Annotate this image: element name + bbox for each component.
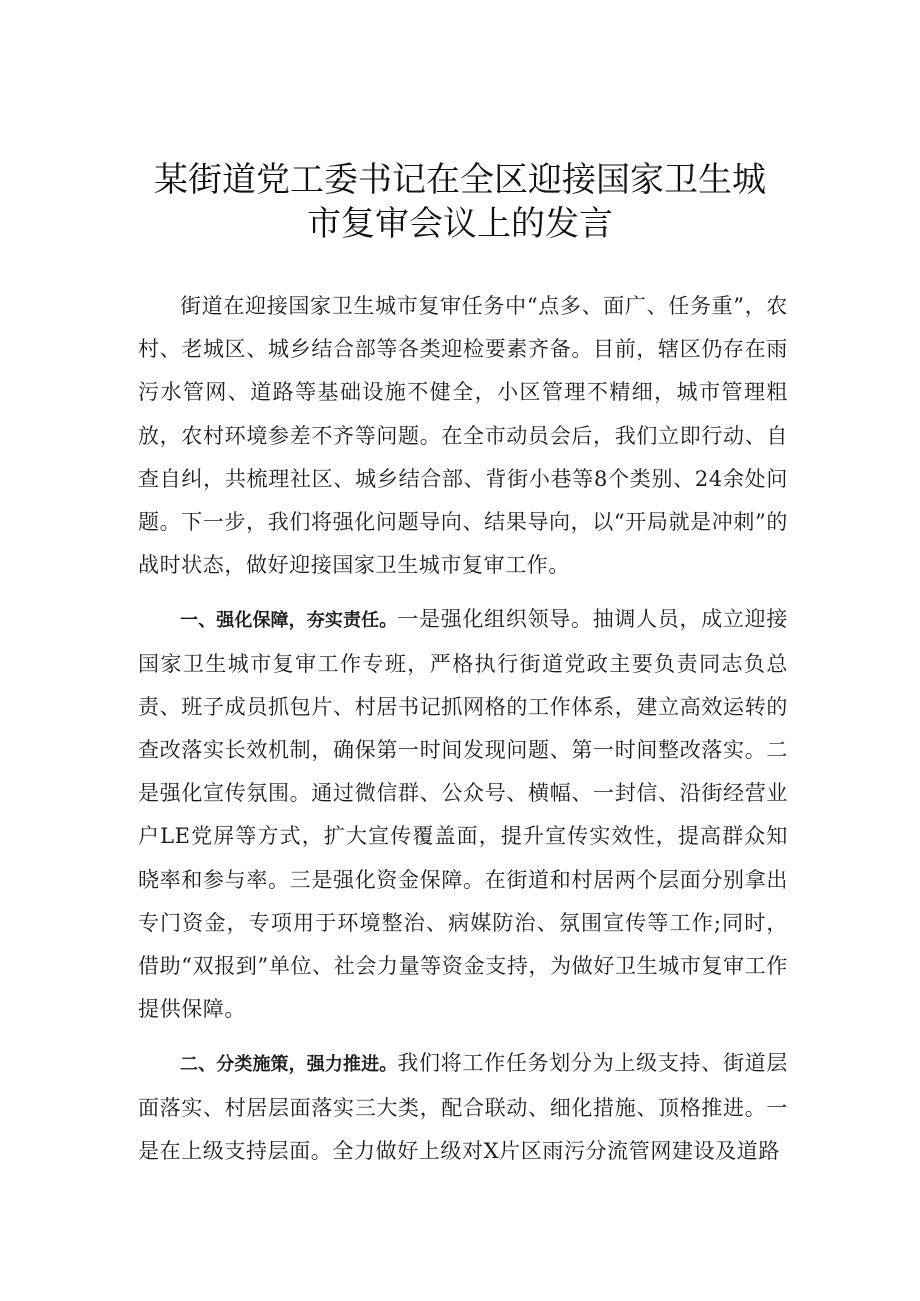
section-1-text: 一是强化组织领导。抽调人员，成立迎接国家卫生城市复审工作专班，严格执行街道党政主要负责同志负总责、班子成员抓包片、村居书记抓网格的工作体系，建立高效运转的查改落实长效机制，确保第一时间发现问题、第一时间整改落实。二是强化宣传氛围。通过微信群、公众号、横幅、一封信、沿街经营业户LE党屏等方式，扩大宣传覆盖面，提升宣传实效性，提高群众知晓率和参与率。三是强化资金保障。在街道和村居两个层面分别拿出专门资金，专项用于环境整治、病媒防治、氛围宣传等工作;同时，借助“双报到”单位、社会力量等资金支持，为做好卫生城市复审工作提供保障。 bbox=[138, 607, 788, 1022]
section-2-paragraph bbox=[138, 1042, 788, 1173]
section-1-paragraph bbox=[138, 598, 788, 1031]
section-1-heading: 一、强化保障，夯实责任。 bbox=[180, 610, 398, 632]
title-line-1: 某街道党工委书记在全区迎接国家卫生城 bbox=[154, 160, 766, 200]
section-2-text: 我们将工作任务划分为上级支持、街道层面落实、村居层面落实三大类，配合联动、细化措施、顶格推进。一是在上级支持层面。全力做好上级对X片区雨污分流管网建设及道路 bbox=[138, 1051, 788, 1163]
title-line-2: 市复审会议上的发言 bbox=[307, 204, 613, 244]
section-2-heading: 二、分类施策，强力推进。 bbox=[180, 1054, 398, 1076]
intro-paragraph: 街道在迎接国家卫生城市复审任务中“点多、面广、任务重”，农村、老城区、城乡结合部等各类迎检要素齐备。目前，辖区仍存在雨污水管网、道路等基础设施不健全，小区管理不精细，城市管理粗放，农村环境参差不齐等问题。在全市动员会后，我们立即行动、自查自纠，共梳理社区、城乡结合部、背街小巷等8个类别、24余处问题。下一步，我们将强化问题导向、结果导向，以“开局就是冲刺”的战时状态，做好迎接国家卫生城市复审工作。 bbox=[138, 294, 788, 578]
document-body bbox=[138, 285, 788, 1173]
document-title bbox=[120, 158, 800, 246]
